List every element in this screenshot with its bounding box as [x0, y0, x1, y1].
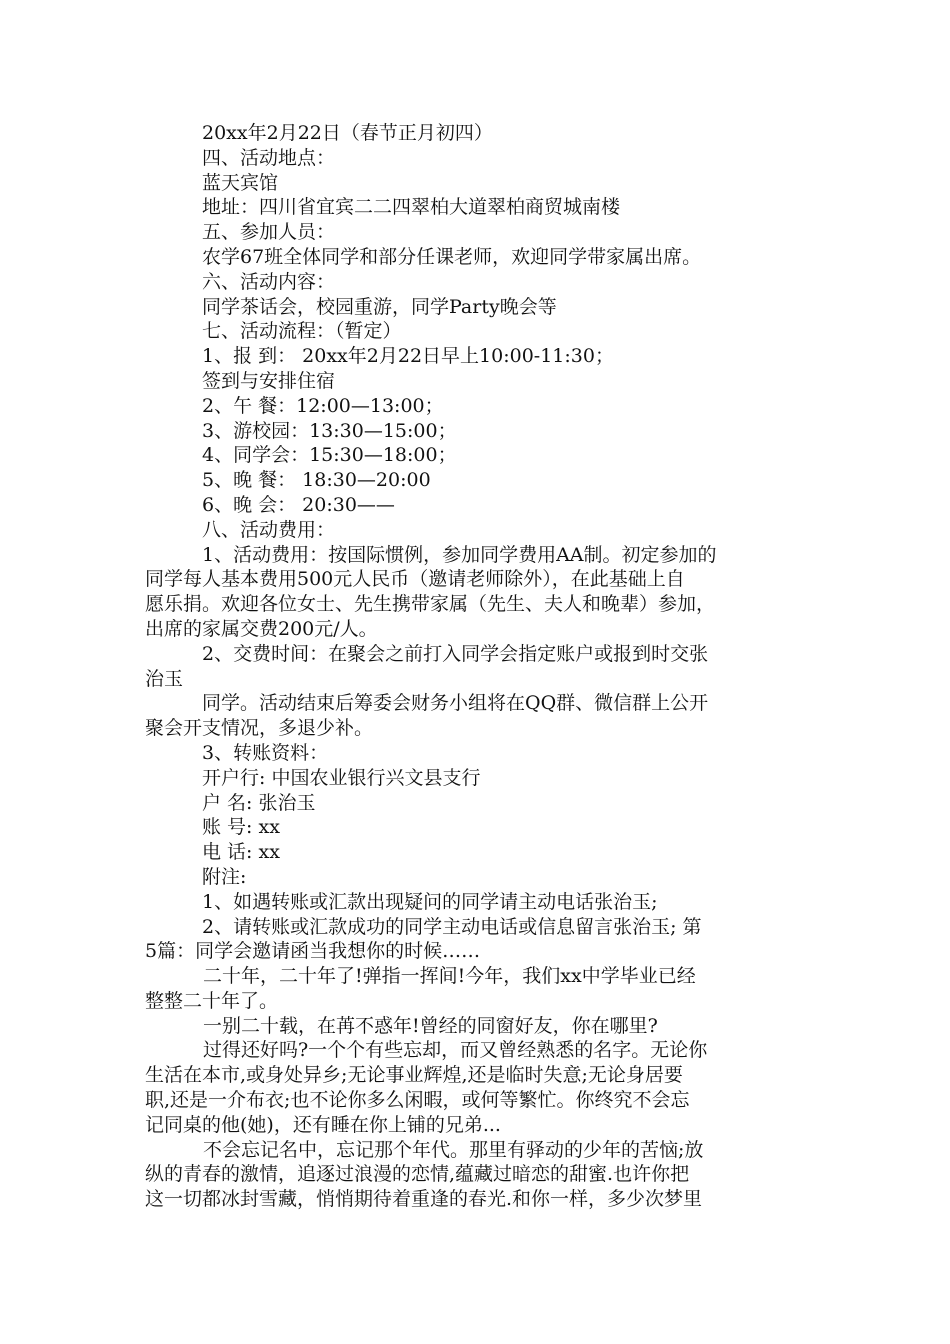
text-line: 整整二十年了。: [145, 989, 279, 1012]
text-line: 生活在本市,或身处异乡;无论事业辉煌,还是临时失意;无论身居要: [145, 1064, 683, 1087]
text-line: 开户行: 中国农业银行兴文县支行: [202, 766, 481, 789]
text-line: 同学茶话会，校园重游，同学Party晚会等: [202, 295, 557, 318]
text-line: 职,还是一介布衣;也不论你多么闲暇，或何等繁忙。你终究不会忘: [145, 1089, 690, 1112]
text-line: 八、活动费用：: [202, 518, 336, 541]
text-line: 20xx年2月22日（春节正月初四）: [202, 122, 493, 144]
text-line: 同学每人基本费用500元人民币（邀请老师除外），在此基础上自: [145, 568, 685, 591]
text-line: 5篇：同学会邀请函当我想你的时候……: [145, 940, 481, 963]
text-line: 蓝天宾馆: [202, 171, 279, 194]
text-line: 1、如遇转账或汇款出现疑问的同学请主动电话张治玉;: [202, 890, 658, 913]
text-line: 这一切都冰封雪藏，悄悄期待着重逢的春光.和你一样，多少次梦里: [145, 1188, 703, 1211]
text-line: 3、转账资料：: [202, 741, 329, 764]
text-line: 3、游校园：13:30—15:00；: [202, 419, 457, 442]
text-line: 1、活动费用：按国际惯例，参加同学费用AA制。初定参加的: [202, 543, 717, 566]
text-line: 二十年，二十年了!弹指一挥间!今年，我们xx中学毕业已经: [203, 965, 696, 988]
text-line: 2、午 餐：12:00—13:00；: [202, 394, 444, 417]
text-line: 户 名: 张治玉: [202, 791, 316, 814]
document-body: [145, 121, 805, 1212]
text-line: 附注:: [202, 865, 247, 888]
text-line: 账 号: xx: [202, 816, 280, 839]
text-line: 聚会开支情况，多退少补。: [145, 717, 374, 740]
text-line: 记同桌的他(她)，还有睡在你上铺的兄弟...: [145, 1113, 501, 1136]
text-line: 2、请转账或汇款成功的同学主动电话或信息留言张治玉; 第: [202, 915, 702, 938]
text-line: 同学。活动结束后筹委会财务小组将在QQ群、微信群上公开: [202, 692, 709, 715]
text-line: 治玉: [145, 667, 184, 690]
text-line: 六、活动内容：: [202, 270, 336, 293]
text-line: 农学67班全体同学和部分任课老师，欢迎同学带家属出席。: [202, 245, 702, 268]
text-line: 七、活动流程：（暂定）: [202, 320, 402, 343]
text-line: 6、晚 会： 20:30——: [202, 493, 395, 516]
text-line: 1、报 到： 20xx年2月22日早上10:00-11:30；: [202, 345, 614, 368]
text-line: 4、同学会：15:30—18:00；: [202, 444, 457, 467]
text-line: 签到与安排住宿: [202, 369, 336, 392]
text-line: 地址：四川省宜宾二二四翠柏大道翠柏商贸城南楼: [202, 196, 621, 219]
text-line: 五、参加人员：: [202, 221, 336, 244]
text-line: 电 话: xx: [202, 841, 280, 864]
text-line: 2、交费时间：在聚会之前打入同学会指定账户或报到时交张: [202, 642, 709, 665]
text-line: 纵的青春的激情，追逐过浪漫的恋情,蕴藏过暗恋的甜蜜.也许你把: [145, 1163, 690, 1186]
text-line: 出席的家属交费200元/人。: [145, 617, 378, 640]
text-line: 愿乐捐。欢迎各位女士、先生携带家属（先生、夫人和晚辈）参加，: [145, 593, 716, 616]
text-line: 一别二十载，在苒不惑年!曾经的同窗好友，你在哪里?: [203, 1014, 658, 1037]
text-line: 四、活动地点：: [202, 146, 336, 169]
text-line: 不会忘记名中，忘记那个年代。那里有驿动的少年的苦恼;放: [203, 1138, 704, 1161]
text-line: 5、晚 餐： 18:30—20:00: [202, 469, 431, 492]
text-line: 过得还好吗?一个个有些忘却，而又曾经熟悉的名字。无论你: [203, 1039, 708, 1062]
